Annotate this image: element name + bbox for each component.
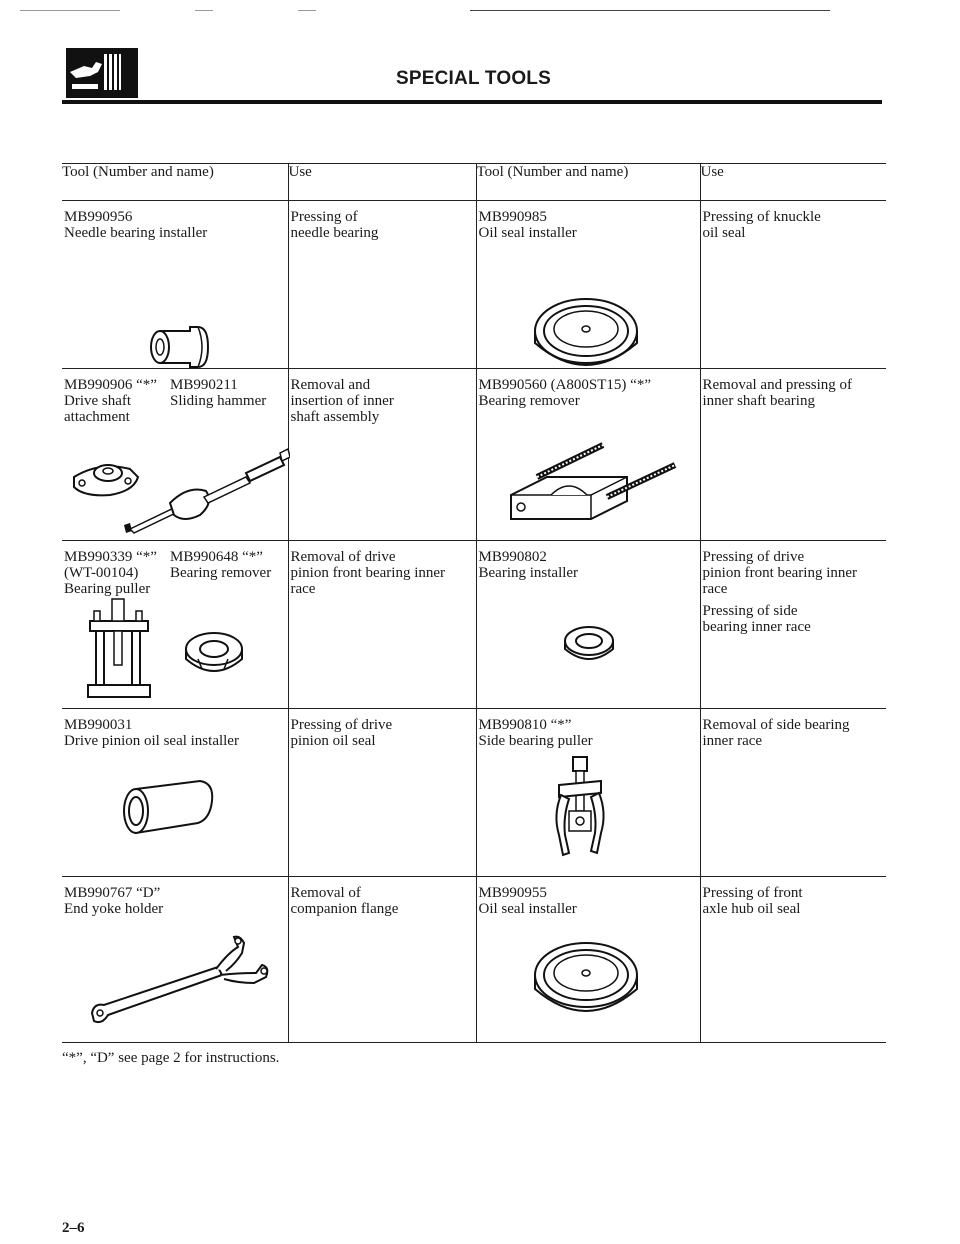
use-line: bearing inner race [702, 619, 811, 635]
use-line: Pressing of front [702, 885, 803, 901]
use-line: needle bearing [290, 225, 379, 241]
tool-name: Oil seal installer [478, 901, 577, 917]
use-line: Removal of side bearing [702, 717, 850, 733]
tool-name: Bearing puller [64, 581, 151, 597]
table-row [62, 541, 886, 709]
oil-seal-installer-icon [531, 939, 641, 1021]
use-line: race [290, 581, 316, 597]
use-line: pinion front bearing inner [290, 565, 446, 581]
tool-name: Bearing remover [478, 393, 580, 409]
use-line: pinion oil seal [290, 733, 376, 749]
bearing-remover-icon [507, 437, 677, 533]
tool-cell [62, 877, 288, 917]
tool-name: Drive pinion oil seal installer [64, 733, 239, 749]
tool-number: MB990906 “*” [64, 377, 157, 393]
table-row [62, 369, 886, 541]
tool-name: Drive shaft [64, 393, 132, 409]
tool-number: MB990955 [478, 885, 547, 901]
bearing-puller-icon [84, 597, 154, 705]
use-line: Pressing of knuckle [702, 209, 821, 225]
use-line: Pressing of [290, 209, 358, 225]
use-line: Removal and pressing of [702, 377, 853, 393]
tool-number: MB990560 (A800ST15) “*” [478, 377, 651, 393]
column-header: Use [288, 164, 476, 201]
tool-name: (WT-00104) [64, 565, 139, 581]
tool-name: Side bearing puller [478, 733, 593, 749]
use-line: Removal and [290, 377, 371, 393]
top-rule [195, 10, 213, 11]
tool-cell [477, 369, 700, 409]
table-row [62, 877, 886, 1043]
use-line: inner shaft bearing [702, 393, 815, 409]
tool-number: MB990211 [170, 377, 238, 393]
bearing-remover-ring-icon [182, 629, 246, 679]
drive-shaft-attachment-and-sliding-hammer-icon [70, 443, 290, 535]
tool-number: MB990802 [478, 549, 547, 565]
page-title: SPECIAL TOOLS [396, 68, 551, 89]
header-rule [62, 100, 882, 104]
tool-number: MB990810 “*” [478, 717, 572, 733]
table-row [62, 201, 886, 369]
use-line: axle hub oil seal [702, 901, 801, 917]
drive-pinion-oil-seal-installer-icon [120, 775, 216, 839]
tool-cell [477, 541, 700, 581]
use-line: race [702, 581, 728, 597]
tool-name: Sliding hammer [170, 393, 267, 409]
use-line: shaft assembly [290, 409, 380, 425]
tool-cell [477, 201, 700, 241]
top-rule [470, 10, 830, 11]
use-line: inner race [702, 733, 763, 749]
top-rule [20, 10, 120, 11]
page-number: 2–6 [62, 1220, 85, 1236]
table-header-row [62, 164, 886, 201]
table-row [62, 709, 886, 877]
tool-cell [477, 877, 700, 917]
tool-name: Needle bearing installer [64, 225, 208, 241]
use-line: Removal of drive [290, 549, 396, 565]
use-line: companion flange [290, 901, 399, 917]
tool-name: End yoke holder [64, 901, 164, 917]
special-tools-table [62, 163, 886, 1043]
tool-number: MB990767 “D” [64, 885, 161, 901]
tool-name: Oil seal installer [478, 225, 577, 241]
use-line: Removal of [290, 885, 361, 901]
oil-seal-installer-icon [531, 295, 641, 375]
footnote: “*”, “D” see page 2 for instructions. [62, 1050, 280, 1066]
use-line: Pressing of side [702, 603, 798, 619]
mechanic-logo-icon [66, 48, 138, 98]
needle-bearing-installer-icon [146, 321, 216, 373]
tool-name: attachment [64, 409, 130, 425]
end-yoke-holder-icon [88, 933, 274, 1031]
use-line: Pressing of drive [290, 717, 393, 733]
tool-name: Bearing remover [170, 565, 272, 581]
tool-number: MB990956 [64, 209, 133, 225]
tool-number: MB990648 “*” [170, 549, 263, 565]
column-header: Tool (Number and name) [62, 164, 214, 180]
tool-cell [62, 369, 288, 425]
tool-name: Bearing installer [478, 565, 579, 581]
tool-number: MB990339 “*” [64, 549, 157, 565]
tool-cell [62, 541, 288, 597]
tool-number: MB990031 [64, 717, 133, 733]
use-line: pinion front bearing inner [702, 565, 858, 581]
column-header: Use [700, 164, 886, 201]
tool-number: MB990985 [478, 209, 547, 225]
tool-cell [62, 709, 288, 749]
use-line: Pressing of drive [702, 549, 805, 565]
tool-cell [477, 709, 700, 749]
use-line: insertion of inner [290, 393, 394, 409]
side-bearing-puller-icon [545, 755, 615, 865]
tool-cell [62, 201, 288, 241]
bearing-installer-icon [561, 623, 617, 667]
use-line: oil seal [702, 225, 746, 241]
column-header: Tool (Number and name) [476, 164, 700, 201]
top-rule [298, 10, 316, 11]
